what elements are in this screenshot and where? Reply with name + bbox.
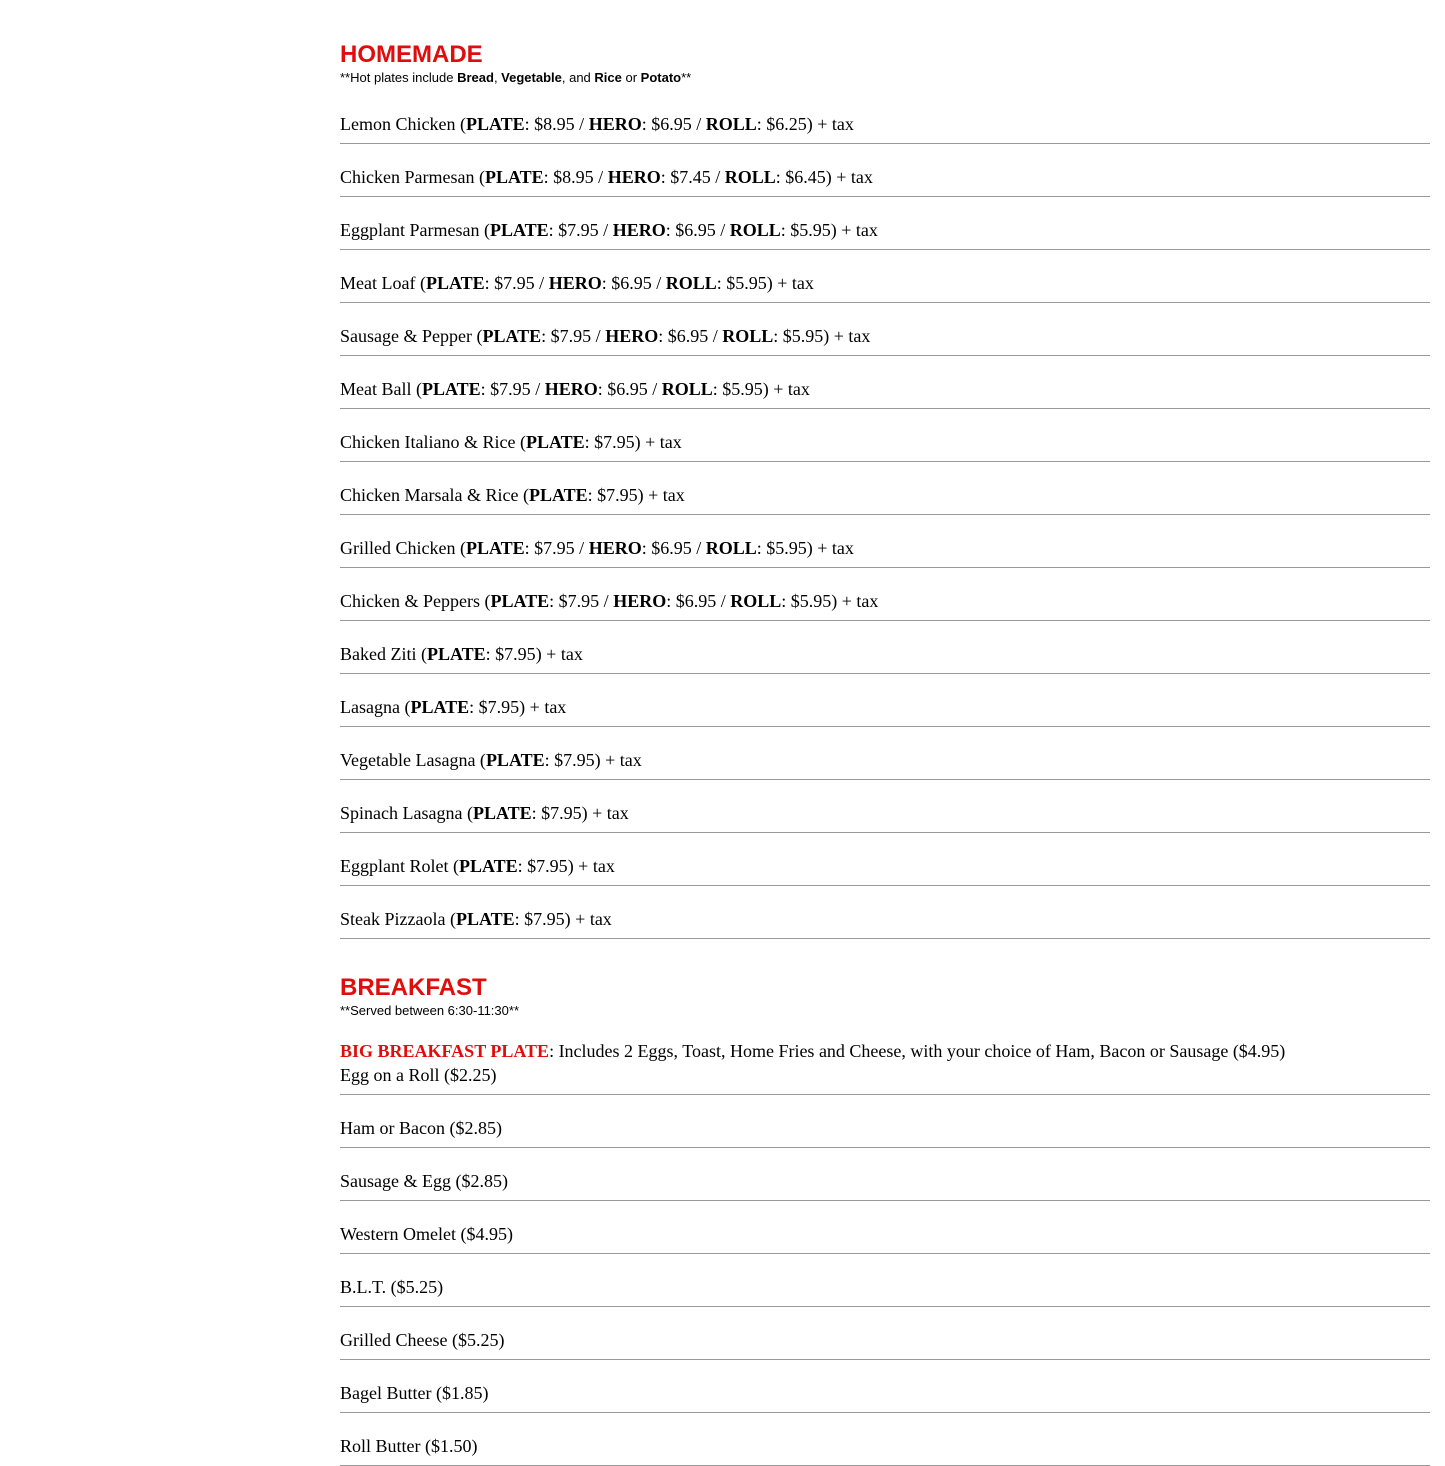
price-separator: / (574, 538, 589, 558)
note-vegetable: Vegetable (501, 70, 562, 85)
item-name: Eggplant Rolet ( (340, 856, 459, 876)
tax-note: ) + tax (831, 591, 879, 611)
menu-item (340, 568, 1430, 621)
item-name: Grilled Chicken ( (340, 538, 466, 558)
roll-label: ROLL (722, 326, 774, 346)
price-separator: / (691, 114, 706, 134)
menu-item-text: B.L.T. ($5.25) (340, 1277, 444, 1297)
plate-price: : $7.95 (480, 379, 531, 399)
roll-label: ROLL (661, 379, 713, 399)
tax-note: ) + tax (762, 379, 810, 399)
menu-item-text: Roll Butter ($1.50) (340, 1436, 478, 1456)
menu-item (340, 1201, 1430, 1254)
menu-item (340, 1307, 1430, 1360)
menu-item (340, 1413, 1430, 1466)
menu-item-text (340, 221, 878, 239)
breakfast-section (340, 973, 1430, 1466)
menu-item (340, 833, 1430, 886)
homemade-section (340, 40, 1430, 939)
item-name: Lasagna ( (340, 697, 411, 717)
menu-item-text: Bagel Butter ($1.85) (340, 1383, 489, 1403)
menu-item (340, 1095, 1430, 1148)
plate-label: PLATE (482, 326, 542, 346)
menu-item-text (340, 486, 685, 504)
item-name: Chicken Italiano & Rice ( (340, 432, 526, 452)
hero-label: HERO (605, 326, 659, 346)
menu-item (340, 1148, 1430, 1201)
note-sep-3: or (621, 70, 641, 85)
menu-item (340, 250, 1430, 303)
big-breakfast-plate-description: : Includes 2 Eggs, Toast, Home Fries and Cheese, with your choice of Ham, Bacon or Sausage ($4.95) (549, 1041, 1286, 1061)
roll-label: ROLL (724, 167, 776, 187)
breakfast-menu-list (340, 1060, 1430, 1466)
item-name: Sausage & Pepper ( (340, 326, 483, 346)
note-potato: Potato (640, 70, 682, 85)
hero-price: : $6.95 (597, 379, 648, 399)
roll-label: ROLL (665, 273, 717, 293)
hero-label: HERO (588, 114, 642, 134)
big-breakfast-plate-label: BIG BREAKFAST PLATE (340, 1041, 550, 1061)
hero-price: : $6.95 (601, 273, 652, 293)
menu-item-text: Egg on a Roll ($2.25) (340, 1065, 497, 1085)
menu-item-text (340, 433, 682, 451)
roll-price: : $5.95 (773, 326, 824, 346)
hero-label: HERO (544, 379, 598, 399)
menu-item-text: Sausage & Egg ($2.85) (340, 1171, 508, 1191)
menu-item (340, 356, 1430, 409)
tax-note: ) + tax (581, 803, 629, 823)
menu-content (340, 40, 1430, 1466)
item-name: Vegetable Lasagna ( (340, 750, 486, 770)
plate-price: : $7.95 (524, 538, 575, 558)
menu-item (340, 1060, 1430, 1095)
menu-item (340, 107, 1430, 144)
menu-item-text: Grilled Cheese ($5.25) (340, 1330, 505, 1350)
roll-label: ROLL (729, 220, 781, 240)
roll-price: : $5.95 (712, 379, 763, 399)
menu-item-text (340, 539, 854, 557)
menu-item (340, 1360, 1430, 1413)
plate-price: : $7.95 (514, 909, 565, 929)
tax-note: ) + tax (594, 750, 642, 770)
item-name: Meat Ball ( (340, 379, 422, 399)
plate-price: : $7.95 (541, 326, 592, 346)
tax-note: ) + tax (806, 538, 854, 558)
plate-label: PLATE (489, 220, 549, 240)
menu-item-text (340, 115, 854, 133)
price-separator: / (691, 538, 706, 558)
plate-price: : $7.95 (549, 591, 600, 611)
menu-item (340, 780, 1430, 833)
hero-label: HERO (613, 591, 667, 611)
item-name: Chicken & Peppers ( (340, 591, 491, 611)
menu-item (340, 515, 1430, 568)
homemade-note (340, 70, 1430, 85)
tax-note: ) + tax (634, 432, 682, 452)
tax-note: ) + tax (567, 856, 615, 876)
menu-item-text: Ham or Bacon ($2.85) (340, 1118, 502, 1138)
menu-item (340, 197, 1430, 250)
hero-price: : $7.45 (660, 167, 711, 187)
roll-price: : $6.45 (775, 167, 826, 187)
tax-note: ) + tax (830, 220, 878, 240)
tax-note: ) + tax (823, 326, 871, 346)
roll-price: : $5.95 (716, 273, 767, 293)
breakfast-title: BREAKFAST (340, 974, 487, 1001)
item-name: Eggplant Parmesan ( (340, 220, 490, 240)
menu-item-text: Western Omelet ($4.95) (340, 1224, 513, 1244)
price-separator: / (651, 273, 666, 293)
roll-price: : $6.25 (756, 114, 807, 134)
menu-item-text (340, 910, 612, 928)
price-separator: / (716, 591, 731, 611)
note-sep-1: , (493, 70, 502, 85)
tax-note: ) + tax (564, 909, 612, 929)
price-separator: / (591, 326, 606, 346)
menu-item (340, 886, 1430, 939)
item-name: Steak Pizzaola ( (340, 909, 456, 929)
price-separator: / (534, 273, 549, 293)
note-suffix: ** (681, 70, 692, 85)
tax-note: ) + tax (806, 114, 854, 134)
note-prefix: **Hot plates include (340, 70, 458, 85)
item-name: Chicken Marsala & Rice ( (340, 485, 529, 505)
hero-label: HERO (607, 167, 661, 187)
plate-label: PLATE (465, 114, 525, 134)
plate-label: PLATE (528, 485, 588, 505)
menu-item-text (340, 380, 810, 398)
menu-item (340, 727, 1430, 780)
plate-price: : $8.95 (524, 114, 575, 134)
plate-label: PLATE (485, 750, 545, 770)
note-sep-2: , and (561, 70, 595, 85)
plate-label: PLATE (425, 273, 485, 293)
item-name: Baked Ziti ( (340, 644, 427, 664)
menu-item (340, 409, 1430, 462)
plate-price: : $7.95 (587, 485, 638, 505)
menu-item-text (340, 804, 629, 822)
menu-item-text (340, 274, 814, 292)
hero-price: : $6.95 (658, 326, 709, 346)
menu-item (340, 303, 1430, 356)
menu-item (340, 144, 1430, 197)
tax-note: ) + tax (766, 273, 814, 293)
menu-item (340, 1254, 1430, 1307)
plate-label: PLATE (421, 379, 481, 399)
price-separator: / (530, 379, 545, 399)
roll-label: ROLL (730, 591, 782, 611)
plate-price: : $7.95 (517, 856, 568, 876)
menu-item-text (340, 751, 642, 769)
tax-note: ) + tax (825, 167, 873, 187)
hero-price: : $6.95 (666, 591, 717, 611)
menu-item (340, 621, 1430, 674)
tax-note: ) + tax (519, 697, 567, 717)
price-separator: / (598, 220, 613, 240)
price-separator: / (708, 326, 723, 346)
menu-item (340, 674, 1430, 727)
price-separator: / (715, 220, 730, 240)
plate-label: PLATE (490, 591, 550, 611)
plate-label: PLATE (465, 538, 525, 558)
homemade-menu-list (340, 107, 1430, 939)
price-separator: / (710, 167, 725, 187)
price-separator: / (647, 379, 662, 399)
roll-price: : $5.95 (781, 591, 832, 611)
menu-item-text (340, 645, 583, 663)
plate-price: : $7.95 (469, 697, 520, 717)
hero-label: HERO (612, 220, 666, 240)
roll-price: : $5.95 (756, 538, 807, 558)
plate-label: PLATE (484, 167, 544, 187)
note-rice: Rice (594, 70, 622, 85)
menu-item-text (340, 698, 566, 716)
tax-note: ) + tax (637, 485, 685, 505)
hero-label: HERO (588, 538, 642, 558)
menu-item-text (340, 168, 873, 186)
hero-price: : $6.95 (641, 538, 692, 558)
menu-item (340, 462, 1430, 515)
big-breakfast-plate (340, 1042, 1430, 1060)
plate-price: : $7.95 (484, 273, 535, 293)
hero-price: : $6.95 (665, 220, 716, 240)
roll-label: ROLL (705, 114, 757, 134)
price-separator: / (599, 591, 614, 611)
plate-price: : $7.95 (485, 644, 536, 664)
menu-item-text (340, 857, 615, 875)
item-name: Chicken Parmesan ( (340, 167, 485, 187)
plate-price: : $8.95 (543, 167, 594, 187)
plate-label: PLATE (410, 697, 470, 717)
plate-price: : $7.95 (548, 220, 599, 240)
price-separator: / (593, 167, 608, 187)
plate-label: PLATE (426, 644, 486, 664)
menu-item-text (340, 327, 870, 345)
hero-label: HERO (548, 273, 602, 293)
plate-label: PLATE (455, 909, 515, 929)
breakfast-note: **Served between 6:30-11:30** (340, 1003, 519, 1018)
plate-price: : $7.95 (531, 803, 582, 823)
plate-price: : $7.95 (584, 432, 635, 452)
item-name: Lemon Chicken ( (340, 114, 466, 134)
item-name: Spinach Lasagna ( (340, 803, 473, 823)
item-name: Meat Loaf ( (340, 273, 426, 293)
plate-label: PLATE (525, 432, 585, 452)
roll-price: : $5.95 (780, 220, 831, 240)
homemade-title: HOMEMADE (340, 41, 483, 68)
plate-price: : $7.95 (544, 750, 595, 770)
plate-label: PLATE (458, 856, 518, 876)
tax-note: ) + tax (535, 644, 583, 664)
note-bread: Bread (457, 70, 494, 85)
plate-label: PLATE (472, 803, 532, 823)
hero-price: : $6.95 (641, 114, 692, 134)
roll-label: ROLL (705, 538, 757, 558)
price-separator: / (574, 114, 589, 134)
menu-item-text (340, 592, 878, 610)
